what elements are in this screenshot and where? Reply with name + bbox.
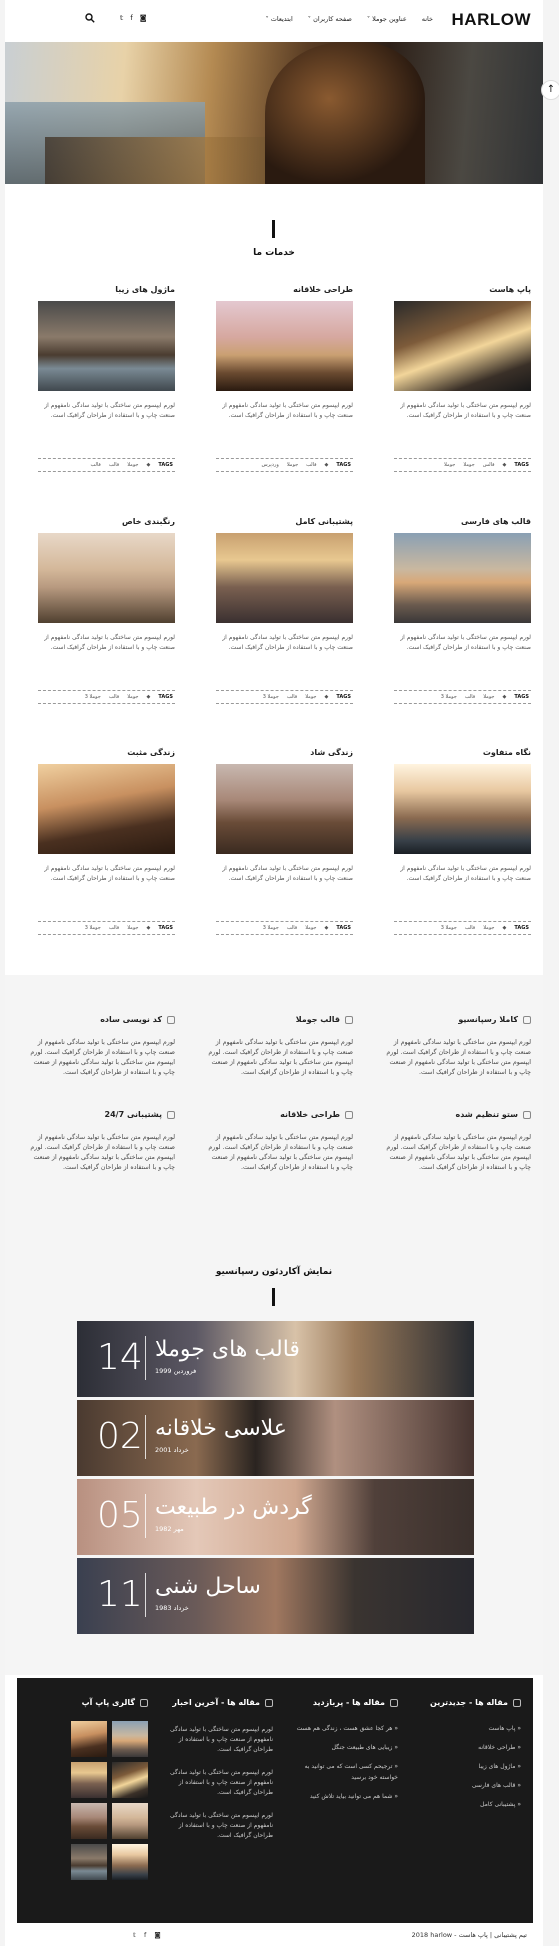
features-section	[5, 975, 543, 1675]
gallery-thumb[interactable]	[112, 1762, 148, 1798]
site-footer	[17, 1678, 533, 1923]
feature-icon	[523, 1016, 531, 1024]
tag-link[interactable]: فالب	[108, 462, 120, 468]
service-card-text: لورم ایپسوم متن ساختگی با تولید سادگی نامفهوم از صنعت چاپ و با استفاده از طراحان گرافیک است.	[222, 402, 353, 419]
service-card-title[interactable]: طراحی خلاقانه	[293, 285, 353, 294]
service-card	[38, 517, 175, 704]
tag-link[interactable]: فالب	[108, 925, 120, 931]
service-card-title[interactable]: زندگی شاد	[310, 748, 353, 757]
service-card-image[interactable]	[38, 764, 175, 854]
feature-text: لورم ایپسوم متن ساختگی با تولید سادگی نامفهوم از صنعت چاپ و با استفاده از طراحان گرافیک است. لورم ایپسوم متن ساختگی با تولید سادگی نامفهوم از صنعت چاپ و با استفاده از طراحان گرافیک است.	[386, 1134, 531, 1171]
tag-icon: ◆	[146, 462, 151, 468]
service-card-image[interactable]	[394, 301, 531, 391]
feature-item	[381, 1110, 531, 1173]
site-logo[interactable]: HARLOW	[451, 10, 531, 29]
service-card-image[interactable]	[38, 533, 175, 623]
tag-link[interactable]: جوملا 3	[262, 925, 279, 931]
footer-link[interactable]: « ماژول های زیبا	[478, 1763, 521, 1770]
instagram-icon[interactable]: ◙	[154, 1931, 161, 1939]
trophy-icon	[265, 1699, 273, 1707]
service-card-text: لورم ایپسوم متن ساختگی با تولید سادگی نامفهوم از صنعت چاپ و با استفاده از طراحان گرافیک است.	[44, 402, 175, 419]
accordion-title: نمایش آکاردئون رسپانسیو	[215, 1267, 333, 1277]
accordion-title-text: ساحل شنی	[155, 1574, 261, 1599]
tags-label: TAGS	[158, 694, 173, 700]
service-card-text: لورم ایپسوم متن ساختگی با تولید سادگی نامفهوم از صنعت چاپ و با استفاده از طراحان گرافیک است.	[400, 634, 531, 651]
tag-link[interactable]: جوملا 3	[84, 925, 101, 931]
service-card-tags	[394, 458, 531, 472]
feature-icon	[167, 1016, 175, 1024]
service-card	[38, 285, 175, 472]
footer-popular-list	[288, 1723, 398, 1802]
service-card	[394, 285, 531, 472]
service-card-tags	[38, 458, 175, 472]
nav-item-joomla-titles[interactable]: عناوین جوملا ˅	[366, 15, 407, 23]
accordion-divider	[145, 1494, 146, 1538]
tag-link[interactable]: فالب	[108, 694, 120, 700]
tag-link[interactable]: فالب	[286, 694, 298, 700]
feature-title-text: قالب جوملا	[295, 1015, 340, 1024]
tags-label: TAGS	[158, 462, 173, 468]
gallery-thumb[interactable]	[71, 1844, 107, 1880]
footer-link[interactable]: « طراحی خلاقانه	[478, 1744, 521, 1751]
feature-title	[203, 1110, 353, 1119]
service-card-title[interactable]: قالب های فارسی	[461, 517, 531, 526]
tags-label: TAGS	[336, 694, 351, 700]
tag-link[interactable]: جوملا	[127, 694, 139, 700]
gallery-thumb[interactable]	[112, 1803, 148, 1839]
bottom-social	[133, 1931, 161, 1939]
service-card-image[interactable]	[394, 764, 531, 854]
feature-title	[203, 1015, 353, 1024]
tag-link[interactable]: جوملا 3	[262, 694, 279, 700]
feature-icon	[523, 1111, 531, 1119]
tag-link[interactable]: جوملا 3	[440, 925, 457, 931]
footer-col-latest-heading: مقاله ها - جدیدترین	[430, 1698, 508, 1707]
tag-link[interactable]: جوملا 3	[84, 694, 101, 700]
page-frame	[5, 0, 543, 1946]
tag-icon: ◆	[146, 925, 151, 931]
footer-col-popular	[288, 1698, 398, 1810]
accordion-divider	[145, 1415, 146, 1459]
service-card-title[interactable]: رنگبندی خاص	[121, 517, 175, 526]
accordion-panel[interactable]	[77, 1321, 474, 1397]
gallery-thumb[interactable]	[71, 1721, 107, 1757]
footer-news-item[interactable]: لورم ایپسوم متن ساختگی با تولید سادگی نامفهوم از صنعت چاپ و با استفاده از طراحان گرافیک است.	[169, 1726, 273, 1753]
feature-text: لورم ایپسوم متن ساختگی با تولید سادگی نامفهوم از صنعت چاپ و با استفاده از طراحان گرافیک است. لورم ایپسوم متن ساختگی با تولید سادگی نامفهوم از صنعت چاپ و با استفاده از طراحان گرافیک است.	[30, 1039, 175, 1076]
twitter-icon[interactable]: 𝕥	[120, 14, 124, 22]
accordion-title-text: علاسی خلاقانه	[155, 1416, 287, 1441]
accordion-date: خرداد 1983	[155, 1604, 189, 1612]
main-nav	[265, 15, 433, 23]
accordion-date: مهر 1982	[155, 1525, 184, 1533]
feature-item	[203, 1110, 353, 1173]
tags-label: TAGS	[336, 462, 351, 468]
footer-link[interactable]: « ترجیحم کسی است که می توانید به خواسته خود برسید	[304, 1763, 398, 1781]
footer-news-list	[163, 1725, 273, 1841]
service-card-image[interactable]	[38, 301, 175, 391]
user-icon	[140, 1699, 148, 1707]
tags-label: TAGS	[336, 925, 351, 931]
service-card	[394, 517, 531, 704]
nav-item-home[interactable]: خانه	[421, 15, 433, 23]
search-icon[interactable]	[85, 13, 95, 23]
heart-icon	[513, 1699, 521, 1707]
tag-link[interactable]: جوملا 3	[440, 694, 457, 700]
nav-item-user-pages[interactable]: صفحه کاربران ˅	[307, 15, 352, 23]
accordion-panel[interactable]	[77, 1479, 474, 1555]
service-card-image[interactable]	[216, 533, 353, 623]
tag-icon: ◆	[502, 925, 507, 931]
tag-link[interactable]: جوملا	[305, 925, 317, 931]
service-card-tags	[394, 921, 531, 935]
feature-text: لورم ایپسوم متن ساختگی با تولید سادگی نامفهوم از صنعت چاپ و با استفاده از طراحان گرافیک است. لورم ایپسوم متن ساختگی با تولید سادگی نامفهوم از صنعت چاپ و با استفاده از طراحان گرافیک است.	[208, 1039, 353, 1076]
footer-link[interactable]: « هر کجا عشق هست ، زندگی هم هست	[296, 1725, 398, 1732]
service-card-tags	[38, 921, 175, 935]
tag-icon: ◆	[324, 925, 329, 931]
accordion-title-bar	[272, 1288, 275, 1306]
footer-col-popular-title	[288, 1698, 398, 1707]
feature-title-text: پشتیبانی 24/7	[104, 1110, 162, 1119]
accordion-number: 14	[97, 1337, 143, 1378]
footer-link[interactable]: « پشتیبانی کامل	[480, 1801, 521, 1808]
tag-link[interactable]: فالب	[90, 462, 101, 468]
tags-label: TAGS	[158, 925, 173, 931]
bottom-bar	[5, 1928, 543, 1946]
service-card-title[interactable]: نگاه متفاوت	[482, 748, 531, 757]
footer-col-news	[163, 1698, 273, 1854]
facebook-icon[interactable]: f	[130, 14, 133, 22]
tag-link[interactable]: جوملا	[305, 694, 317, 700]
accordion-panel[interactable]	[77, 1400, 474, 1476]
facebook-icon[interactable]: f	[144, 1931, 147, 1939]
tag-link[interactable]: جوملا	[483, 925, 495, 931]
service-card-tags	[216, 458, 353, 472]
site-header	[5, 0, 543, 42]
tag-link[interactable]: جوملا	[483, 694, 495, 700]
service-card-text: لورم ایپسوم متن ساختگی با تولید سادگی نامفهوم از صنعت چاپ و با استفاده از طراحان گرافیک است.	[400, 402, 531, 419]
footer-col-news-title	[163, 1698, 273, 1707]
tag-link[interactable]: جوملا	[127, 925, 139, 931]
feature-title-text: کاملا رسپانسیو	[458, 1015, 518, 1024]
feature-title	[381, 1015, 531, 1024]
instagram-icon[interactable]: ◙	[139, 14, 147, 22]
accordion-title-text: قالب های جوملا	[155, 1337, 300, 1362]
footer-latest-list	[411, 1723, 521, 1810]
feature-icon	[345, 1016, 353, 1024]
header-social	[120, 14, 147, 22]
tag-link[interactable]: وردپرس	[261, 462, 279, 468]
service-card-text: لورم ایپسوم متن ساختگی با تولید سادگی نامفهوم از صنعت چاپ و با استفاده از طراحان گرافیک است.	[222, 865, 353, 882]
footer-col-gallery-heading: گالری پاپ آپ	[81, 1698, 135, 1707]
list-icon	[390, 1699, 398, 1707]
feature-text: لورم ایپسوم متن ساختگی با تولید سادگی نامفهوم از صنعت چاپ و با استفاده از طراحان گرافیک است. لورم ایپسوم متن ساختگی با تولید سادگی نامفهوم از صنعت چاپ و با استفاده از طراحان گرافیک است.	[208, 1134, 353, 1171]
tag-link[interactable]: فالب	[464, 925, 476, 931]
service-card-title[interactable]: زندگی مثبت	[127, 748, 175, 757]
accordion-number: 02	[97, 1416, 143, 1457]
service-card-text: لورم ایپسوم متن ساختگی با تولید سادگی نامفهوم از صنعت چاپ و با استفاده از طراحان گرافیک است.	[400, 865, 531, 882]
accordion-panel[interactable]	[77, 1558, 474, 1634]
footer-link[interactable]: « شما هم می توانید بیاید تلاش کنید	[309, 1793, 398, 1800]
gallery-thumb[interactable]	[71, 1803, 107, 1839]
service-card-tags	[38, 690, 175, 704]
accordion-divider	[145, 1336, 146, 1380]
footer-col-latest-title	[411, 1698, 521, 1707]
gallery-thumb[interactable]	[112, 1721, 148, 1757]
tags-label: TAGS	[514, 925, 529, 931]
footer-col-gallery	[33, 1698, 148, 1880]
service-card	[216, 285, 353, 472]
service-card-text: لورم ایپسوم متن ساختگی با تولید سادگی نامفهوم از صنعت چاپ و با استفاده از طراحان گرافیک است.	[44, 634, 175, 651]
accordion-title-text: گردش در طبیعت	[155, 1495, 312, 1520]
feature-title	[25, 1110, 175, 1119]
tags-label: TAGS	[514, 462, 529, 468]
service-card-image[interactable]	[394, 533, 531, 623]
tag-link[interactable]: فالب	[306, 462, 317, 468]
accordion-number: 11	[97, 1574, 143, 1615]
service-card-title[interactable]: پاپ هاست	[489, 285, 531, 294]
hero-image	[5, 42, 543, 184]
accordion-date: فروردین 1999	[155, 1367, 197, 1375]
feature-item	[25, 1015, 175, 1078]
feature-title-text: طراحی خلاقانه	[280, 1110, 340, 1119]
twitter-icon[interactable]: 𝕥	[133, 1931, 137, 1939]
tag-icon: ◆	[502, 462, 507, 468]
feature-title-text: کد نویسی ساده	[100, 1015, 162, 1024]
feature-icon	[345, 1111, 353, 1119]
feature-icon	[167, 1111, 175, 1119]
feature-text: لورم ایپسوم متن ساختگی با تولید سادگی نامفهوم از صنعت چاپ و با استفاده از طراحان گرافیک است. لورم ایپسوم متن ساختگی با تولید سادگی نامفهوم از صنعت چاپ و با استفاده از طراحان گرافیک است.	[386, 1039, 531, 1076]
tag-link[interactable]: جوملا	[444, 462, 456, 468]
tag-link[interactable]: فالب	[464, 694, 476, 700]
service-card-image[interactable]	[216, 764, 353, 854]
hero-woman	[265, 42, 425, 184]
gallery-thumb[interactable]	[112, 1844, 148, 1880]
footer-link[interactable]: « قالب های فارسی	[471, 1782, 521, 1789]
feature-title-text: ستو تنظیم شده	[455, 1110, 518, 1119]
copyright-text: 2018 harlow - تیم پشتیبانی | پاپ هاست	[411, 1931, 527, 1939]
accordion-date: خرداد 2001	[155, 1446, 189, 1454]
service-card-text: لورم ایپسوم متن ساختگی با تولید سادگی نامفهوم از صنعت چاپ و با استفاده از طراحان گرافیک است.	[44, 865, 175, 882]
service-card-tags	[216, 921, 353, 935]
footer-link[interactable]: « پاپ هاست	[488, 1725, 521, 1732]
feature-item	[381, 1015, 531, 1078]
tag-icon: ◆	[324, 694, 329, 700]
footer-col-popular-heading: مقاله ها - پربازدید	[312, 1698, 385, 1707]
arrow-up-icon: ↑	[546, 84, 556, 95]
footer-news-item[interactable]: لورم ایپسوم متن ساختگی با تولید سادگی نامفهوم از صنعت چاپ و با استفاده از طراحان گرافیک است.	[169, 1769, 273, 1796]
footer-col-gallery-title	[33, 1698, 148, 1707]
service-card	[216, 748, 353, 935]
feature-item	[25, 1110, 175, 1173]
feature-text: لورم ایپسوم متن ساختگی با تولید سادگی نامفهوم از صنعت چاپ و با استفاده از طراحان گرافیک است. لورم ایپسوم متن ساختگی با تولید سادگی نامفهوم از صنعت چاپ و با استفاده از طراحان گرافیک است.	[30, 1134, 175, 1171]
service-card	[394, 748, 531, 935]
tag-link[interactable]: جوملا	[127, 462, 139, 468]
accordion-divider	[145, 1573, 146, 1617]
accordion-number: 05	[97, 1495, 143, 1536]
tag-link[interactable]: فالب	[286, 925, 298, 931]
service-card-text: لورم ایپسوم متن ساختگی با تولید سادگی نامفهوم از صنعت چاپ و با استفاده از طراحان گرافیک است.	[222, 634, 353, 651]
service-card-tags	[216, 690, 353, 704]
service-card-image[interactable]	[216, 301, 353, 391]
feature-title	[25, 1015, 175, 1024]
nav-item-innovations[interactable]: ابتدیعات ˅	[265, 15, 293, 23]
tag-icon: ◆	[146, 694, 151, 700]
tag-link[interactable]: جوملا	[286, 462, 299, 468]
feature-item	[203, 1015, 353, 1078]
footer-gallery	[33, 1721, 148, 1880]
tag-link[interactable]: فالس	[482, 462, 495, 468]
tags-label: TAGS	[514, 694, 529, 700]
feature-title	[381, 1110, 531, 1119]
service-card	[38, 748, 175, 935]
services-title: خدمات ما	[253, 248, 295, 258]
services-title-bar	[272, 220, 275, 238]
service-card-title[interactable]: پشتیبانی کامل	[295, 517, 353, 526]
service-card	[216, 517, 353, 704]
tag-icon: ◆	[324, 462, 329, 468]
footer-col-latest	[411, 1698, 521, 1818]
gallery-thumb[interactable]	[71, 1762, 107, 1798]
service-card-tags	[394, 690, 531, 704]
footer-col-news-heading: مقاله ها - آخرین اخبار	[172, 1698, 260, 1707]
scroll-top-button[interactable]	[541, 80, 559, 100]
service-card-title[interactable]: ماژول های زیبا	[115, 285, 175, 294]
tag-link[interactable]: جوملا	[463, 462, 475, 468]
footer-link[interactable]: « زیبایی های طبیعت جنگل	[331, 1744, 398, 1751]
footer-news-item[interactable]: لورم ایپسوم متن ساختگی با تولید سادگی نامفهوم از صنعت چاپ و با استفاده از طراحان گرافیک است.	[169, 1812, 273, 1839]
tag-icon: ◆	[502, 694, 507, 700]
